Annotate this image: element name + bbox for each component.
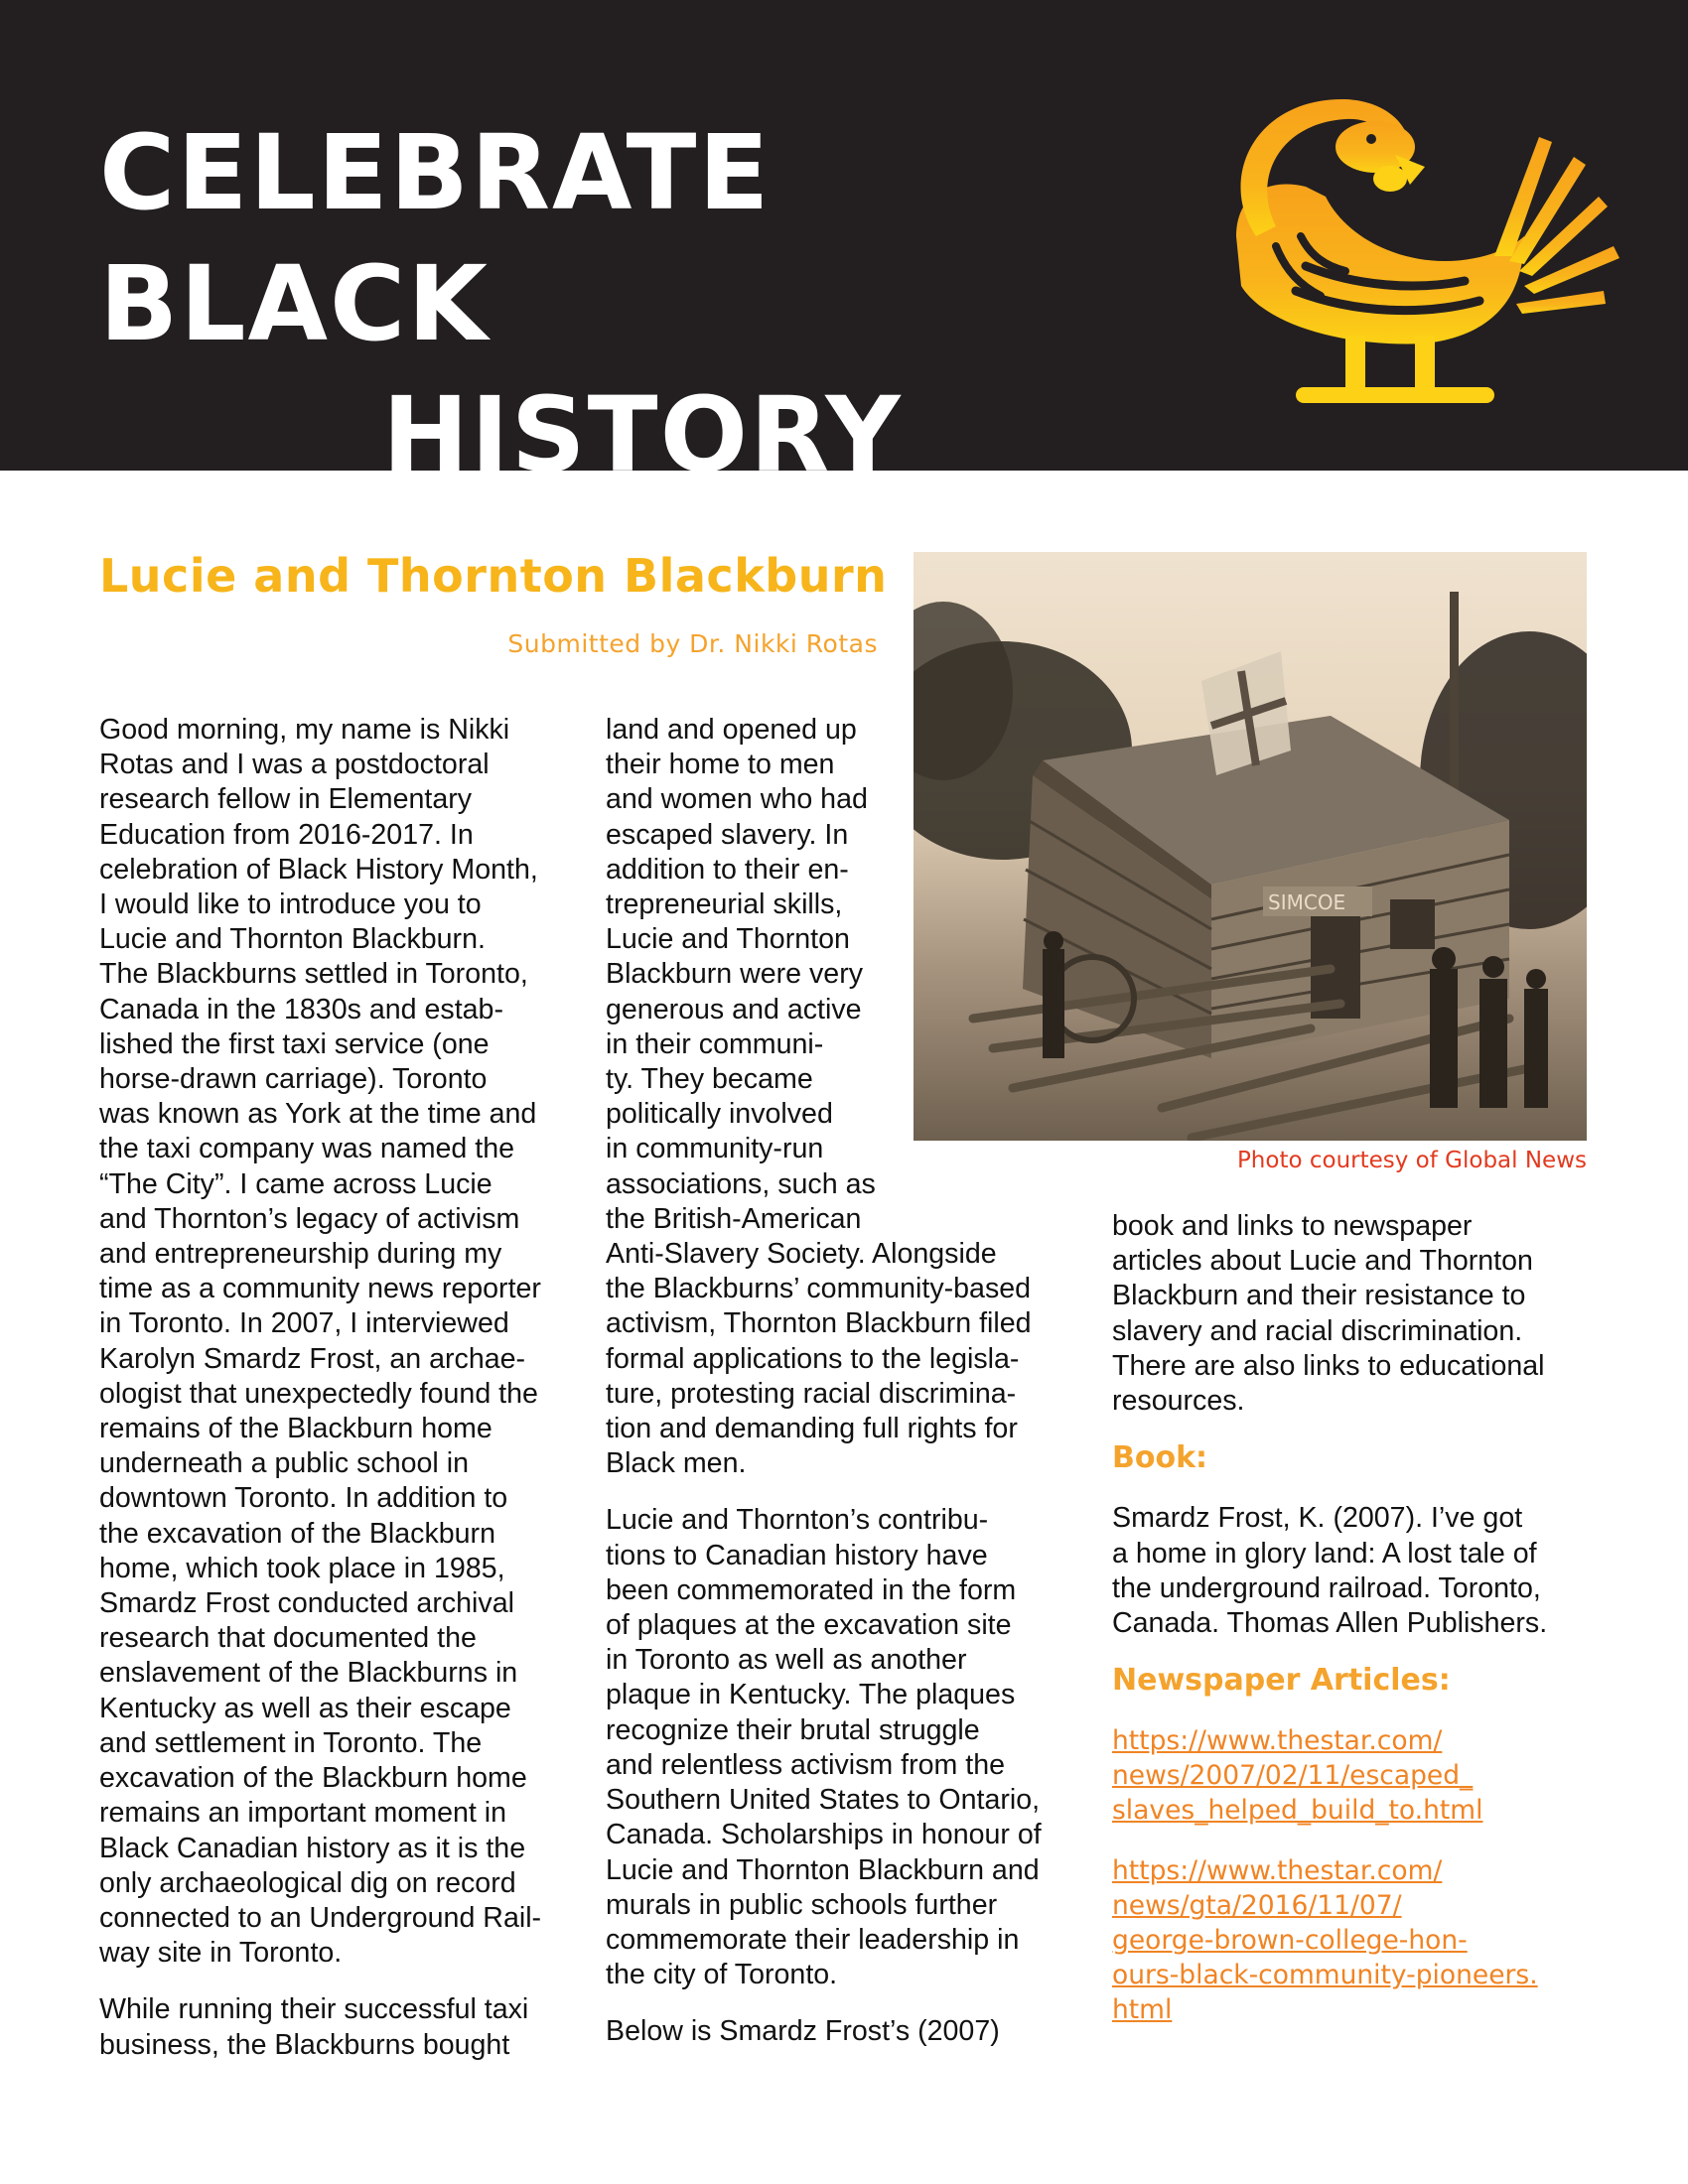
header-banner: [0, 0, 1688, 495]
text-line: and settlement in Toronto. The: [99, 1726, 483, 1759]
text-line: Black men.: [606, 1447, 747, 1480]
text-line: home, which took place in 1985,: [99, 1552, 505, 1584]
text-line: a home in glory land: A lost tale of: [1112, 1537, 1537, 1570]
text-line: in their communi-: [606, 1027, 824, 1060]
text-line: commemorate their leadership in: [606, 1923, 1020, 1956]
text-line: enslavement of the Blackburns in: [99, 1657, 518, 1690]
text-line: and entrepreneurship during my: [99, 1238, 502, 1271]
text-line: the excavation of the Blackburn: [99, 1517, 495, 1550]
text-line: research that documented the: [99, 1622, 477, 1655]
text-line: their home to men: [606, 749, 835, 781]
text-line: politically involved: [606, 1098, 833, 1131]
paragraph: [99, 713, 586, 1971]
text-line: remains of the Blackburn home: [99, 1413, 492, 1445]
paragraph: [606, 713, 1072, 1481]
text-line: in Toronto as well as another: [606, 1644, 967, 1677]
text-line: way site in Toronto.: [99, 1937, 343, 1970]
text-line: Kentucky as well as their escape: [99, 1692, 511, 1724]
text-line: “The City”. I came across Lucie: [99, 1167, 492, 1200]
text-line: the Blackburns’ community-based: [606, 1273, 1032, 1305]
title-line-2: HISTORY: [382, 374, 903, 495]
text-line: trepreneurial skills,: [606, 888, 843, 921]
link-line: news/gta/2016/11/07/: [1112, 1890, 1402, 1922]
text-line: Blackburn and their resistance to: [1112, 1280, 1526, 1312]
link-line: https://www.thestar.com/: [1112, 1725, 1443, 1757]
text-line: Black Canadian history as it is the: [99, 1832, 526, 1864]
text-line: and relentless activism from the: [606, 1748, 1006, 1781]
text-line: been commemorated in the form: [606, 1573, 1017, 1606]
text-line: escaped slavery. In: [606, 818, 849, 851]
text-line: research fellow in Elementary: [99, 783, 473, 816]
text-line: Below is Smardz Frost’s (2007): [606, 2015, 1000, 2048]
book-heading: Book:: [1112, 1440, 1208, 1476]
text-line: I would like to introduce you to: [99, 888, 482, 921]
newspaper-articles-heading: Newspaper Articles:: [1112, 1663, 1451, 1699]
text-line: the underground railroad. Toronto,: [1112, 1571, 1541, 1604]
text-line: in community-run: [606, 1133, 824, 1165]
text-line: Good morning, my name is Nikki: [99, 714, 510, 746]
text-line: remains an important moment in: [99, 1797, 507, 1830]
text-line: Blackburn were very: [606, 958, 864, 991]
text-line: in Toronto. In 2007, I interviewed: [99, 1307, 509, 1340]
text-line: was known as York at the time and: [99, 1098, 537, 1131]
thestar-article-link-2007[interactable]: [1112, 1723, 1589, 1828]
text-line: Karolyn Smardz Frost, an archae-: [99, 1342, 526, 1375]
text-line: There are also links to educational: [1112, 1349, 1545, 1382]
text-line: ologist that unexpectedly found the: [99, 1377, 538, 1410]
text-line: ty. They became: [606, 1063, 813, 1096]
page-title: [99, 107, 1132, 500]
text-line: Lucie and Thornton Blackburn.: [99, 923, 486, 956]
text-line: plaque in Kentucky. The plaques: [606, 1679, 1016, 1711]
text-line: formal applications to the legisla-: [606, 1342, 1020, 1375]
text-line: Anti-Slavery Society. Alongside: [606, 1238, 997, 1271]
text-line: book and links to newspaper: [1112, 1210, 1473, 1242]
text-line: Canada. Scholarships in honour of: [606, 1819, 1042, 1851]
text-line: tions to Canadian history have: [606, 1539, 988, 1571]
text-line: Lucie and Thornton’s contribu-: [606, 1504, 989, 1537]
cabin-sign-text: SIMCOE: [1268, 890, 1346, 914]
text-line: land and opened up: [606, 714, 857, 746]
text-line: Southern United States to Ontario,: [606, 1784, 1041, 1817]
text-line: and Thornton’s legacy of activism: [99, 1202, 520, 1235]
link-line: ours-black-community-pioneers.: [1112, 1960, 1538, 1991]
link-line: news/2007/02/11/escaped_: [1112, 1760, 1474, 1792]
text-line: The Blackburns settled in Toronto,: [99, 958, 528, 991]
text-line: Smardz Frost, K. (2007). I’ve got: [1112, 1502, 1523, 1535]
photo-caption: Photo courtesy of Global News: [1236, 1148, 1587, 1173]
text-line: time as a community news reporter: [99, 1273, 541, 1305]
text-line: recognize their brutal struggle: [606, 1713, 980, 1746]
paragraph: [606, 1503, 1072, 1992]
text-line: articles about Lucie and Thornton: [1112, 1245, 1533, 1278]
text-line: murals in public schools further: [606, 1888, 998, 1921]
text-line: downtown Toronto. In addition to: [99, 1482, 508, 1515]
text-line: the British-American: [606, 1202, 862, 1235]
text-line: excavation of the Blackburn home: [99, 1762, 527, 1795]
text-line: associations, such as: [606, 1167, 876, 1200]
article-title: Lucie and Thornton Blackburn: [99, 549, 888, 603]
text-line: lished the first taxi service (one: [99, 1027, 490, 1060]
text-line: Smardz Frost conducted archival: [99, 1587, 514, 1620]
text-line: of plaques at the excavation site: [606, 1609, 1012, 1642]
text-line: celebration of Black History Month,: [99, 853, 538, 886]
text-line: Canada. Thomas Allen Publishers.: [1112, 1607, 1548, 1640]
text-line: the city of Toronto.: [606, 1959, 838, 1991]
text-line: business, the Blackburns bought: [99, 2028, 510, 2061]
title-line-1: CELEBRATE BLACK: [99, 112, 772, 364]
article-column-2: [606, 713, 1072, 2072]
text-line: activism, Thornton Blackburn filed: [606, 1307, 1032, 1340]
text-line: Canada in the 1830s and estab-: [99, 993, 503, 1025]
text-line: resources.: [1112, 1385, 1245, 1418]
link-line: https://www.thestar.com/: [1112, 1855, 1443, 1887]
text-line: tion and demanding full rights for: [606, 1413, 1018, 1445]
text-line: slavery and racial discrimination.: [1112, 1314, 1523, 1347]
paragraph: [1112, 1209, 1589, 1419]
text-line: only archaeological dig on record: [99, 1866, 516, 1899]
text-line: the taxi company was named the: [99, 1133, 515, 1165]
link-line: html: [1112, 1994, 1173, 2026]
text-line: generous and active: [606, 993, 862, 1025]
text-line: Education from 2016-2017. In: [99, 818, 474, 851]
text-line: While running their successful taxi: [99, 1993, 529, 2026]
book-citation: [1112, 1501, 1589, 1641]
text-line: and women who had: [606, 783, 868, 816]
text-line: connected to an Underground Rail-: [99, 1901, 542, 1934]
paragraph: [606, 2014, 1072, 2049]
text-line: ture, protesting racial discrimina-: [606, 1377, 1017, 1410]
byline: Submitted by Dr. Nikki Rotas: [507, 629, 878, 658]
text-line: horse-drawn carriage). Toronto: [99, 1063, 488, 1096]
thestar-article-link-2016[interactable]: [1112, 1853, 1589, 2027]
text-line: Rotas and I was a postdoctoral: [99, 749, 490, 781]
text-line: underneath a public school in: [99, 1447, 469, 1480]
paragraph: [99, 1992, 586, 2062]
link-line: george-brown-college-hon-: [1112, 1925, 1468, 1957]
article-column-1: [99, 713, 586, 2085]
link-line: slaves_helped_build_to.html: [1112, 1795, 1483, 1827]
article-column-3: [1112, 1209, 1589, 2053]
text-line: Lucie and Thornton Blackburn and: [606, 1853, 1040, 1886]
sankofa-bird-icon: [1196, 87, 1633, 425]
text-line: Lucie and Thornton: [606, 923, 850, 956]
text-line: addition to their en-: [606, 853, 849, 886]
